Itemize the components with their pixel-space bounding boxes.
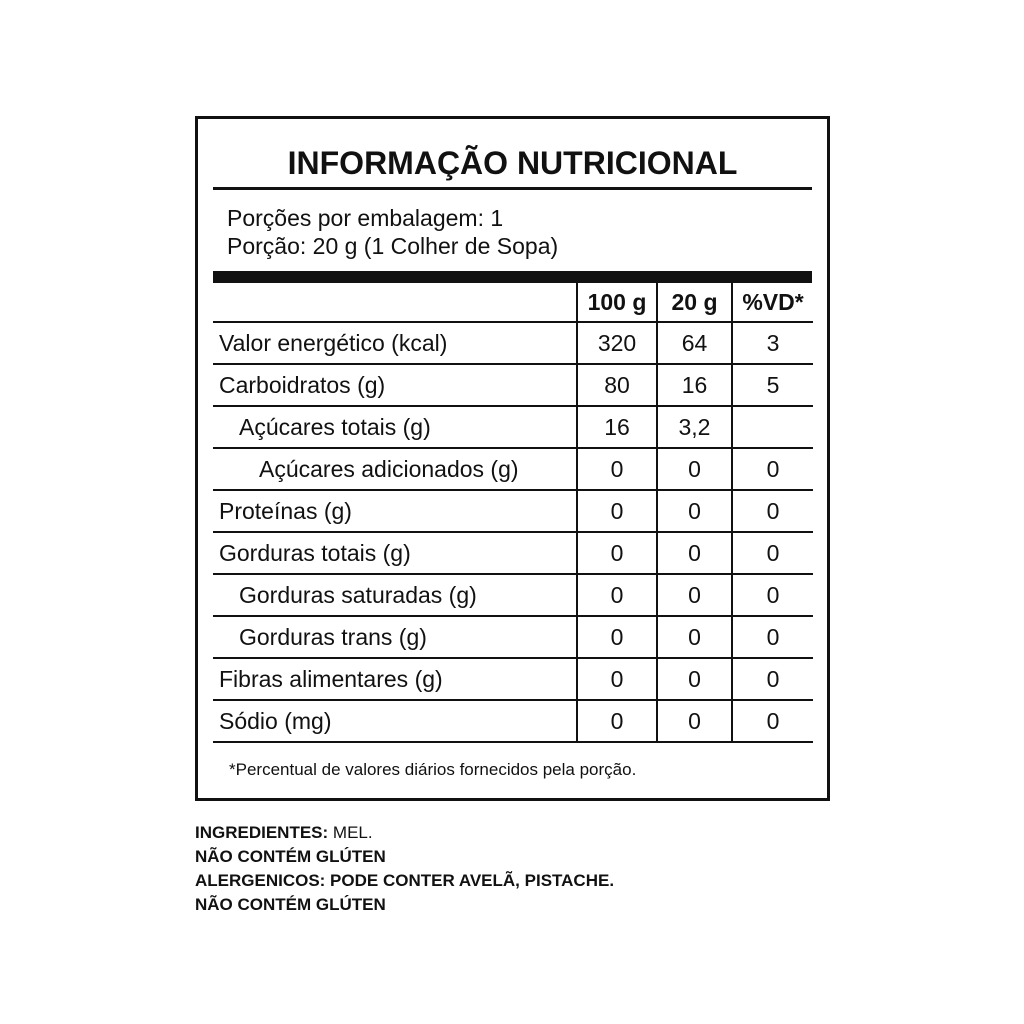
row-label: Carboidratos (g) xyxy=(213,364,577,406)
value-100g: 0 xyxy=(577,532,657,574)
value-20g: 0 xyxy=(657,448,732,490)
table-header-row xyxy=(213,283,813,322)
header-vd: %VD* xyxy=(732,283,813,322)
ingredients-line xyxy=(195,821,614,845)
gluten-statement: NÃO CONTÉM GLÚTEN xyxy=(195,847,386,866)
table-row xyxy=(213,322,813,364)
gluten-statement-repeat: NÃO CONTÉM GLÚTEN xyxy=(195,895,386,914)
ingredients-label: INGREDIENTES: xyxy=(195,823,329,842)
value-100g: 0 xyxy=(577,658,657,700)
header-20g: 20 g xyxy=(657,283,732,322)
allergens-statement: ALERGENICOS: PODE CONTER AVELÃ, PISTACHE. xyxy=(195,871,615,890)
value-20g: 0 xyxy=(657,616,732,658)
value-100g: 0 xyxy=(577,574,657,616)
table-row xyxy=(213,658,813,700)
value-20g: 64 xyxy=(657,322,732,364)
value-100g: 0 xyxy=(577,448,657,490)
value-100g: 0 xyxy=(577,490,657,532)
serving-size: Porção: 20 g (1 Colher de Sopa) xyxy=(227,233,559,259)
table-row xyxy=(213,448,813,490)
table-row xyxy=(213,532,813,574)
table-row xyxy=(213,700,813,742)
value-20g: 0 xyxy=(657,490,732,532)
row-label: Açúcares adicionados (g) xyxy=(213,448,577,490)
header-100g: 100 g xyxy=(577,283,657,322)
row-label: Proteínas (g) xyxy=(213,490,577,532)
row-label: Valor energético (kcal) xyxy=(213,322,577,364)
table-row xyxy=(213,616,813,658)
ingredients-block xyxy=(195,821,614,917)
value-vd: 0 xyxy=(732,574,813,616)
value-vd: 0 xyxy=(732,490,813,532)
thick-divider xyxy=(213,271,812,283)
nutrition-table xyxy=(213,283,813,743)
value-vd: 3 xyxy=(732,322,813,364)
value-20g: 3,2 xyxy=(657,406,732,448)
row-label: Fibras alimentares (g) xyxy=(213,658,577,700)
value-vd: 0 xyxy=(732,448,813,490)
row-label: Sódio (mg) xyxy=(213,700,577,742)
value-100g: 0 xyxy=(577,616,657,658)
servings-per-package: Porções por embalagem: 1 xyxy=(227,205,504,231)
value-vd: 0 xyxy=(732,532,813,574)
value-20g: 0 xyxy=(657,700,732,742)
nutrition-facts-panel xyxy=(195,116,830,801)
title-divider xyxy=(213,187,812,190)
row-label: Gorduras totais (g) xyxy=(213,532,577,574)
ingredients-value: MEL. xyxy=(328,823,373,842)
value-vd: 0 xyxy=(732,616,813,658)
value-vd: 5 xyxy=(732,364,813,406)
value-100g: 80 xyxy=(577,364,657,406)
table-row xyxy=(213,574,813,616)
value-20g: 0 xyxy=(657,532,732,574)
value-20g: 16 xyxy=(657,364,732,406)
value-100g: 0 xyxy=(577,700,657,742)
table-row xyxy=(213,406,813,448)
daily-value-footnote: *Percentual de valores diários fornecidos pela porção. xyxy=(229,760,637,779)
value-vd xyxy=(732,406,813,448)
value-20g: 0 xyxy=(657,658,732,700)
value-20g: 0 xyxy=(657,574,732,616)
value-100g: 16 xyxy=(577,406,657,448)
value-100g: 320 xyxy=(577,322,657,364)
row-label: Gorduras saturadas (g) xyxy=(213,574,577,616)
value-vd: 0 xyxy=(732,658,813,700)
panel-title: INFORMAÇÃO NUTRICIONAL xyxy=(287,145,738,181)
value-vd: 0 xyxy=(732,700,813,742)
header-empty xyxy=(213,283,577,322)
table-row xyxy=(213,364,813,406)
table-row xyxy=(213,490,813,532)
row-label: Açúcares totais (g) xyxy=(213,406,577,448)
row-label: Gorduras trans (g) xyxy=(213,616,577,658)
